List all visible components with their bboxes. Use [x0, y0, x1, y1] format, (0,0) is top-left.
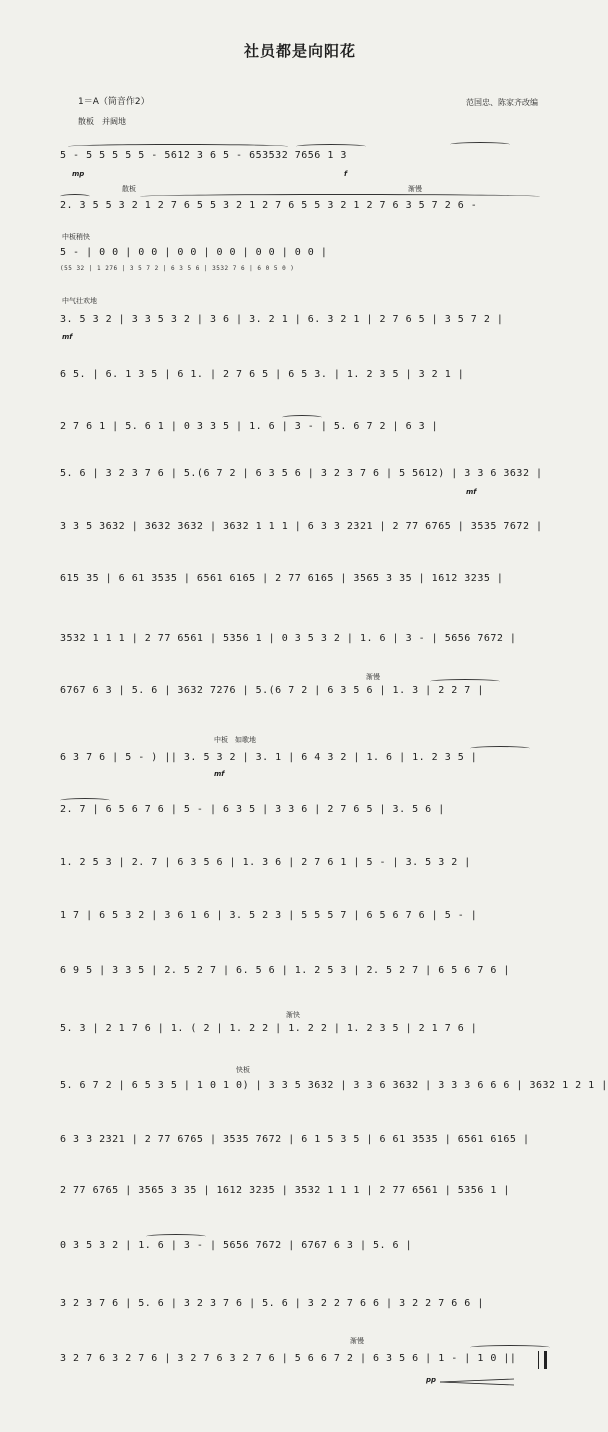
decrescendo-hairpin — [440, 1378, 514, 1386]
tempo-jianman: 渐慢 — [408, 185, 422, 193]
score-row-4 — [60, 314, 546, 330]
score-row-18 — [60, 1080, 608, 1096]
score-row-12 — [60, 752, 546, 768]
score-row-9 — [60, 573, 546, 589]
notation: 6 3 3 2321 | 2 77 6765 | 3535 7672 | 6 1 5 3 5 | 6 61 3535 | 6561 6165 | — [60, 1134, 530, 1145]
score-row-10 — [60, 633, 546, 649]
tempo-jianman-2: 渐慢 — [366, 673, 380, 681]
score-row-13 — [60, 804, 546, 820]
score-row-16 — [60, 965, 546, 981]
score-row-3 — [60, 247, 546, 281]
tempo-zhongban: 中板稍快 — [62, 233, 90, 241]
notation: 6 5. | 6. 1 3 5 | 6 1. | 2 7 6 5 | 6 5 3. | 1. 2 3 5 | 3 2 1 | — [60, 369, 465, 380]
score-row-19 — [60, 1134, 546, 1150]
notation: 2. 7 | 6 5 6 7 6 | 5 - | 6 3 5 | 3 3 6 | 2 7 6 5 | 3. 5 6 | — [60, 804, 445, 815]
tempo-sanban: 散板 — [122, 185, 136, 193]
tempo-marking: 散板 并阔地 — [78, 117, 126, 126]
notation: 3532 1 1 1 | 2 77 6561 | 5356 1 | 0 3 5 3 2 | 1. 6 | 3 - | 5656 7672 | — [60, 633, 517, 644]
score-row-8 — [60, 521, 546, 537]
score-row-5 — [60, 369, 546, 385]
notation: 0 3 5 3 2 | 1. 6 | 3 - | 5656 7672 | 6767 6 3 | 5. 6 | — [60, 1240, 413, 1251]
notation: 6767 6 3 | 5. 6 | 3632 7276 | 5.(6 7 2 | 6 3 5 6 | 1. 3 | 2 2 7 | — [60, 685, 484, 696]
score-row-7 — [60, 468, 546, 484]
notation: 2 7 6 1 | 5. 6 1 | 0 3 3 5 | 1. 6 | 3 - | 5. 6 7 2 | 6 3 | — [60, 421, 439, 432]
score-row-22 — [60, 1298, 546, 1314]
score-row-6 — [60, 421, 546, 437]
notation: 3 2 7 6 3 2 7 6 | 3 2 7 6 3 2 7 6 | 5 6 6 7 2 | 6 3 5 6 | 1 - | 1 0 || — [60, 1353, 517, 1364]
dynamic-f: f — [344, 170, 348, 178]
score-row-15 — [60, 910, 546, 926]
dynamic-pp: pp — [426, 1376, 437, 1384]
notation: 1 7 | 6 5 3 2 | 3 6 1 6 | 3. 5 2 3 | 5 5 5 7 | 6 5 6 7 6 | 5 - | — [60, 910, 478, 921]
tempo-qingkuai: 中气壮欢地 — [62, 297, 97, 305]
score-row-11 — [60, 685, 546, 701]
notation: 3 3 5 3632 | 3632 3632 | 3632 1 1 1 | 6 3 3 2321 | 2 77 6765 | 3535 7672 | — [60, 521, 543, 532]
score-row-17 — [60, 1023, 546, 1039]
notation: 1. 2 5 3 | 2. 7 | 6 3 5 6 | 1. 3 6 | 2 7 6 1 | 5 - | 3. 5 3 2 | — [60, 857, 471, 868]
tempo-kuaiban: 快板 — [236, 1066, 250, 1074]
notation: 5 - 5 5 5 5 5 - 5612 3 6 5 - 653532 7656 1 3 — [60, 150, 347, 161]
final-barline — [538, 1351, 547, 1369]
notation: 3. 5 3 2 | 3 3 5 3 2 | 3 6 | 3. 2 1 | 6. 3 2 1 | 2 7 6 5 | 3 5 7 2 | — [60, 314, 504, 325]
notation: 3 2 3 7 6 | 5. 6 | 3 2 3 7 6 | 5. 6 | 3 2 2 7 6 6 | 3 2 2 7 6 6 | — [60, 1298, 484, 1309]
notation: 615 35 | 6 61 3535 | 6561 6165 | 2 77 6165 | 3565 3 35 | 1612 3235 | — [60, 573, 504, 584]
tempo-zhongban-ruge: 中板 如歌地 — [214, 736, 256, 744]
score-row-20 — [60, 1185, 546, 1201]
accompaniment-notation: (55 32 | 1 276 | 3 5 7 2 | 6 3 5 6 | 3532 7 6 | 6 0 5 0 ) — [60, 265, 295, 272]
dynamic-mf-3: mf — [214, 770, 225, 778]
score-row-14 — [60, 857, 546, 873]
notation: 6 3 7 6 | 5 - ) || 3. 5 3 2 | 3. 1 | 6 4 3 2 | 1. 6 | 1. 2 3 5 | — [60, 752, 478, 763]
notation: 6 9 5 | 3 3 5 | 2. 5 2 7 | 6. 5 6 | 1. 2 5 3 | 2. 5 2 7 | 6 5 6 7 6 | — [60, 965, 510, 976]
score-row-23 — [60, 1353, 546, 1369]
notation: 5. 6 7 2 | 6 5 3 5 | 1 0 1 0) | 3 3 5 3632 | 3 3 6 3632 | 3 3 3 6 6 6 | 3632 1 2 1 | — [60, 1080, 608, 1091]
notation: 2. 3 5 5 3 2 1 2 7 6 5 5 3 2 1 2 7 6 5 5 3 2 1 2 7 6 3 5 7 2 6 - — [60, 200, 478, 211]
arranger-credit: 范国忠、陈家齐改编 — [466, 98, 538, 107]
score-row-1 — [60, 150, 546, 166]
key-signature: 1＝A（筒音作2） — [78, 97, 150, 107]
notation: 2 77 6765 | 3565 3 35 | 1612 3235 | 3532 1 1 1 | 2 77 6561 | 5356 1 | — [60, 1185, 510, 1196]
tempo-jiankuai: 渐快 — [286, 1011, 300, 1019]
notation: 5. 3 | 2 1 7 6 | 1. ( 2 | 1. 2 2 | 1. 2 2 | 1. 2 3 5 | 2 1 7 6 | — [60, 1023, 478, 1034]
score-row-2 — [60, 200, 546, 216]
dynamic-mf-2: mf — [466, 488, 477, 496]
score-row-21 — [60, 1240, 546, 1256]
dynamic-mf: mf — [62, 333, 73, 341]
page-title: 社员都是向阳花 — [243, 42, 356, 60]
notation: 5. 6 | 3 2 3 7 6 | 5.(6 7 2 | 6 3 5 6 | 3 2 3 7 6 | 5 5612) | 3 3 6 3632 | — [60, 468, 543, 479]
tempo-jianman-3: 渐慢 — [350, 1337, 364, 1345]
dynamic-mp: mp — [72, 170, 85, 178]
notation: 5 - | 0 0 | 0 0 | 0 0 | 0 0 | 0 0 | 0 0 | — [60, 247, 328, 258]
